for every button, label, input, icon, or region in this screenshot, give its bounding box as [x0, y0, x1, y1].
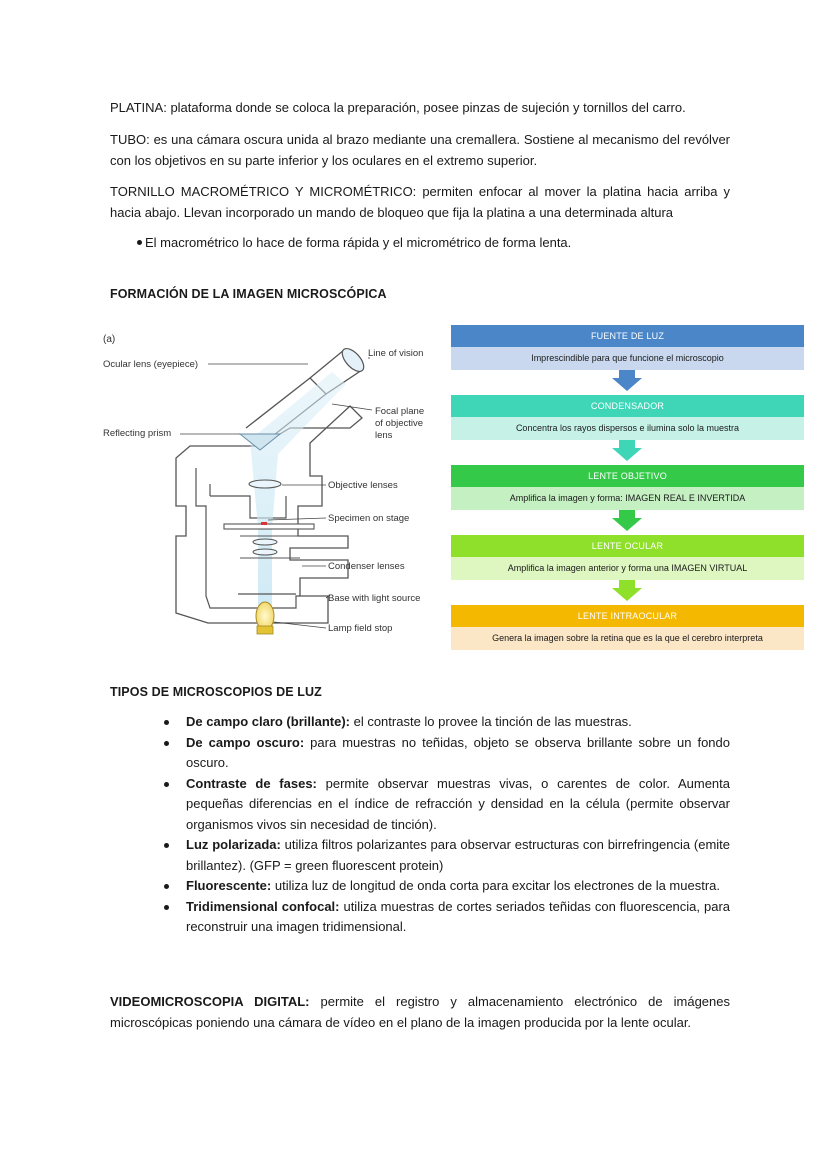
flow-step-title: LENTE INTRAOCULAR: [451, 605, 804, 627]
tipos-list-item: [164, 712, 730, 733]
video-term: VIDEOMICROSCOPIA DIGITAL:: [110, 994, 310, 1009]
formation-flow-diagram: [451, 325, 804, 650]
tipos-item-text: utiliza luz de longitud de onda corta para excitar los electrones de la muestra.: [271, 878, 721, 893]
bullet-dot: [137, 240, 142, 245]
tipos-list-item: [164, 876, 730, 897]
tipos-item-term: Fluorescente:: [186, 878, 272, 893]
tipos-item-term: Tridimensional confocal:: [186, 898, 340, 914]
flow-step-description: Genera la imagen sobre la retina que es la que el cerebro interpreta: [451, 627, 804, 650]
video-text: permite el registro y almacenamiento electrónico de imágenes microscópicas poniendo una cámara de vídeo en el plano de la imagen producida por la lente ocular.: [110, 994, 730, 1030]
flow-step-description: Imprescindible para que funcione el microscopio: [451, 347, 804, 370]
label-ocular: Ocular lens (eyepiece): [103, 359, 199, 370]
flow-step-title: LENTE OCULAR: [451, 535, 804, 557]
flow-step-description: Concentra los rayos dispersos e ilumina solo la muestra: [451, 417, 804, 440]
tipos-item-text: utiliza filtros polarizantes para observar estructuras con birrefringencia (emite brillantez). (GFP = green fluorescent protein): [186, 837, 731, 873]
tipos-item-text: utiliza muestras de cortes seriados teñidas con fluorescencia, para reconstruir una imagen tridimensional.: [186, 898, 731, 934]
label-base: Base with light source: [328, 593, 421, 604]
label-lamp: Lamp field stop: [328, 623, 393, 634]
microscope-diagram: [100, 328, 440, 648]
tornillo-bullet: El macrométrico lo hace de forma rápida y el micrométrico de forma lenta.: [145, 235, 572, 250]
tipos-heading: TIPOS DE MICROSCOPIOS DE LUZ: [110, 685, 322, 699]
tipos-list-item: [164, 897, 730, 938]
label-specimen: Specimen on stage: [328, 513, 410, 524]
tipos-list-item: [164, 835, 730, 876]
tipos-item-text: permite observar muestras vivas, o carentes de color. Aumenta pequeñas diferencias en el índice de refracción y densidad en la célula (permite observar organismos vivos sin necesidad de tinción).: [186, 775, 730, 832]
label-objective: Objective lenses: [328, 480, 398, 491]
label-focal-plane-3: lens: [375, 430, 393, 441]
label-focal-plane-2: of objective: [375, 418, 424, 429]
flow-step-title: LENTE OBJETIVO: [451, 465, 804, 487]
tubo-paragraph: TUBO: es una cámara oscura unida al brazo mediante una cremallera. Sostiene al mecanismo del revólver con los objetivos en su parte inferior y los oculares en el extremo superior.: [110, 132, 730, 168]
condenser-lens-2: [253, 549, 277, 555]
flow-step-title: FUENTE DE LUZ: [451, 325, 804, 347]
video-paragraph: [110, 991, 730, 1033]
flow-step-title: CONDENSADOR: [451, 395, 804, 417]
tipos-item-text: el contraste lo provee la tinción de las muestras.: [349, 714, 632, 729]
formacion-heading: FORMACIÓN DE LA IMAGEN MICROSCÓPICA: [110, 287, 387, 301]
flow-step-description: Amplifica la imagen y forma: IMAGEN REAL E INVERTIDA: [451, 487, 804, 510]
tornillo-paragraph: TORNILLO MACROMÉTRICO Y MICROMÉTRICO: permiten enfocar al mover la platina hacia arriba y hacia abajo. Llevan incorporado un mando de bloqueo que fija la platina a una determinada altura: [110, 184, 730, 220]
platina-paragraph: PLATINA: plataforma donde se coloca la preparación, posee pinzas de sujeción y tornillos del carro.: [110, 100, 686, 115]
label-focal-plane-1: Focal plane: [375, 406, 425, 417]
flow-step-description: Amplifica la imagen anterior y forma una IMAGEN VIRTUAL: [451, 557, 804, 580]
tipos-item-term: Luz polarizada:: [186, 837, 281, 852]
tipos-list-item: [164, 774, 730, 836]
label-condenser: Condenser lenses: [328, 561, 405, 572]
condenser-lens-1: [253, 539, 277, 545]
tipos-item-term: Contraste de fases:: [186, 775, 317, 791]
objective-lens: [249, 480, 281, 488]
tipos-list-item: [164, 733, 730, 774]
tipos-item-term: De campo claro (brillante):: [186, 714, 350, 729]
stage: [224, 524, 314, 529]
label-line-of-vision: Line of vision: [368, 348, 424, 359]
panel-label: (a): [103, 334, 116, 345]
tipos-item-term: De campo oscuro:: [186, 734, 305, 750]
tipos-list: [164, 712, 730, 938]
label-reflecting-prism: Reflecting prism: [103, 428, 172, 439]
tipos-item-text: para muestras no teñidas, objeto se observa brillante sobre un fondo oscuro.: [186, 734, 731, 770]
